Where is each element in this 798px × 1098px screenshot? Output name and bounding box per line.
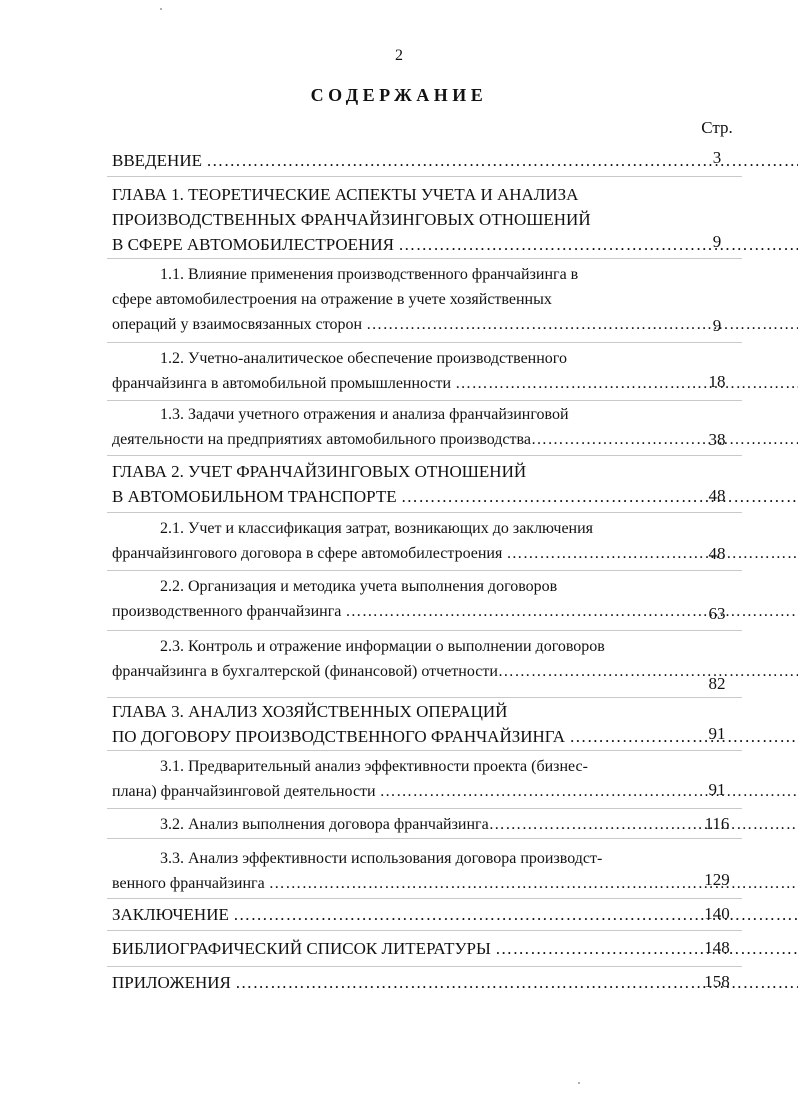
toc-entry-line: ГЛАВА 1. ТЕОРЕТИЧЕСКИЕ АСПЕКТЫ УЧЕТА И АНАЛИЗА [112,185,579,204]
toc-page-number: 48 [708,486,726,505]
toc-entry-text: венного франчайзинга [112,875,269,892]
toc-entry-line: 2.3. Контроль и отражение информации о выполнении договоров [160,638,605,655]
toc-entry-line [112,936,684,961]
row-divider [107,342,742,343]
page-number: 2 [395,47,403,64]
toc-page-number: 129 [704,870,730,889]
row-divider [107,930,742,931]
row-divider [107,750,742,751]
toc-section-entry [112,812,684,837]
toc-entry-line: 2.2. Организация и методика учета выполнения договоров [160,578,558,595]
toc-page-number: 18 [708,372,726,391]
toc-page-number: 38 [708,430,726,449]
toc-entry-line [112,599,684,624]
toc-entry-line [112,148,684,173]
row-divider [107,808,742,809]
toc-entry-line [112,779,684,804]
toc-entry-text: ПО ДОГОВОРУ ПРОИЗВОДСТВЕННОГО ФРАНЧАЙЗИНГА [112,727,570,746]
toc-entry-line [112,541,684,566]
row-divider [107,512,742,513]
toc-entry-line [112,659,684,684]
row-divider [107,966,742,967]
row-divider [107,898,742,899]
dot-leader [506,545,798,562]
toc-entry-line [112,371,684,396]
toc-entry-line [112,812,684,837]
toc-entry-text: плана) франчайзинговой деятельности [112,783,380,800]
page-title: СОДЕРЖАНИЕ [310,85,488,105]
toc-entry-line: ГЛАВА 2. УЧЕТ ФРАНЧАЙЗИНГОВЫХ ОТНОШЕНИЙ [112,462,527,481]
toc-chapter-entry [112,148,684,173]
dot-leader [531,431,798,448]
toc-section-entry [112,574,684,624]
row-divider [107,838,742,839]
toc-entry-line: 1.3. Задачи учетного отражения и анализа франчайзинговой [160,406,569,423]
toc-entry-line [112,970,684,995]
row-divider [107,176,742,177]
toc-entry-line [112,232,684,257]
toc-page-number: 63 [708,604,726,623]
row-divider [107,400,742,401]
toc-entry-text: франчайзинга в автомобильной промышленности [112,375,456,392]
toc-entry-line [112,484,684,509]
toc-page-number: 9 [712,316,722,335]
toc-page-number: 91 [708,724,726,743]
toc-page-number: 140 [704,904,730,923]
toc-chapter-entry [112,459,684,509]
dot-leader [498,663,798,680]
toc-chapter-entry [112,699,684,749]
toc-section-entry [112,516,684,566]
toc-section-entry [112,754,684,804]
toc-section-entry [112,634,684,684]
toc-entry-line [112,902,684,927]
toc-entry-line [112,427,684,452]
toc-entry-text: ПРИЛОЖЕНИЯ [112,973,236,992]
dot-leader [489,816,798,833]
toc-page-number: 48 [708,544,726,563]
toc-entry-line: 3.3. Анализ эффективности использования договора производст- [160,850,603,867]
toc-entry-text: франчайзинга в бухгалтерской (финансовой) отчетности [112,663,498,680]
toc-page-number: 91 [708,780,726,799]
toc-page-number: 82 [708,674,726,693]
dot-leader [495,939,798,958]
toc-entry-text: деятельности на предприятиях автомобильного производства [112,431,531,448]
row-divider [107,258,742,259]
toc-chapter-entry [112,936,684,961]
toc-entry-text: В АВТОМОБИЛЬНОМ ТРАНСПОРТЕ [112,487,401,506]
toc-section-entry [112,262,684,337]
toc-entry-text: ВВЕДЕНИЕ [112,151,207,170]
toc-chapter-entry [112,182,684,257]
page-column-label: Стр. [701,118,733,137]
dot-leader [569,727,798,746]
toc-section-entry [112,846,684,896]
toc-entry-text: операций у взаимосвязанных сторон [112,316,367,333]
toc-entry-line: 3.1. Предварительный анализ эффективности проекта (бизнес- [160,758,588,775]
toc-entry-text: франчайзингового договора в сфере автомобилестроения [112,545,507,562]
toc-page-number: 3 [712,148,722,167]
toc-entry-line: 1.2. Учетно-аналитическое обеспечение производственного [160,350,567,367]
toc-entry-line: 2.1. Учет и классификация затрат, возникающих до заключения [160,520,594,537]
row-divider [107,697,742,698]
toc-entry-line: ПРОИЗВОДСТВЕННЫХ ФРАНЧАЙЗИНГОВЫХ ОТНОШЕНИЙ [112,210,591,229]
toc-page-number: 158 [704,972,730,991]
toc-section-entry [112,346,684,396]
toc-entry-line [112,724,684,749]
toc-entry-line [112,871,684,896]
toc-entry-text: производственного франчайзинга [112,603,346,620]
dot-leader [455,375,798,392]
toc-section-entry [112,402,684,452]
toc-entry-line: 1.1. Влияние применения производственного франчайзинга в [160,266,579,283]
toc-entry-line: сфере автомобилестроения на отражение в учете хозяйственных [112,291,552,308]
toc-entry-line: ГЛАВА 3. АНАЛИЗ ХОЗЯЙСТВЕННЫХ ОПЕРАЦИЙ [112,702,508,721]
toc-page-number: 116 [704,814,730,833]
toc-chapter-entry [112,902,684,927]
toc-entry-text: В СФЕРЕ АВТОМОБИЛЕСТРОЕНИЯ [112,235,399,254]
toc-page-number: 148 [704,938,730,957]
toc-page-number: 9 [712,232,722,251]
toc-entry-text: БИБЛИОГРАФИЧЕСКИЙ СПИСОК ЛИТЕРАТУРЫ [112,939,496,958]
toc-entry-text: ЗАКЛЮЧЕНИЕ [112,905,234,924]
row-divider [107,455,742,456]
row-divider [107,570,742,571]
toc-entry-line [112,312,684,337]
toc-chapter-entry [112,970,684,995]
toc-entry-text: 3.2. Анализ выполнения договора франчайзинга [160,816,489,833]
row-divider [107,630,742,631]
